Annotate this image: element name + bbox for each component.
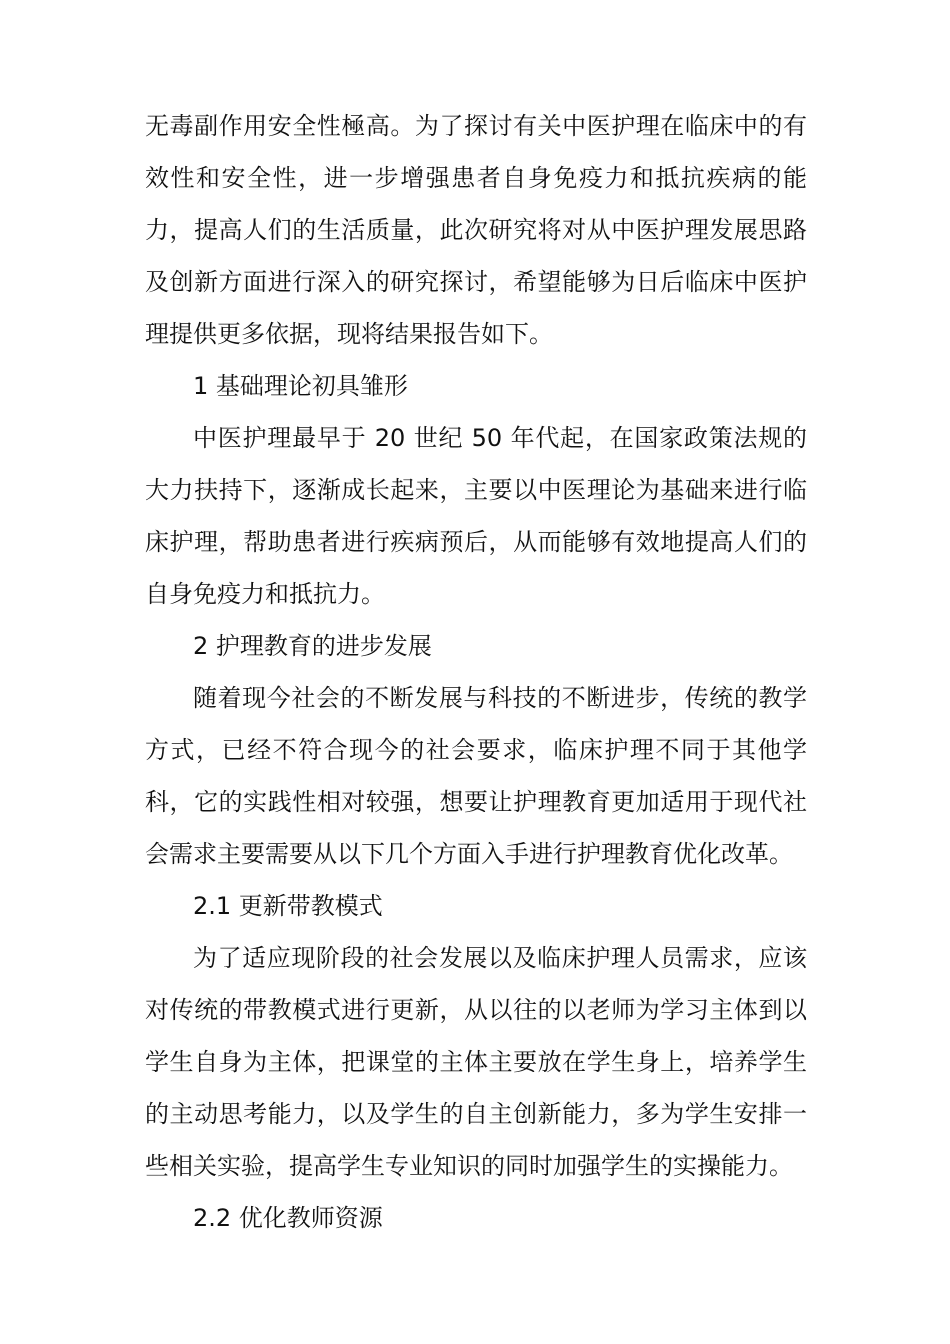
body-paragraph: 中医护理最早于 20 世纪 50 年代起，在国家政策法规的大力扶持下，逐渐成长起来，主要以中医理论为基础来进行临床护理，帮助患者进行疾病预后，从而能够有效地提高人们的自身免疫力和抵抗力。 xyxy=(145,424,807,608)
body-paragraph: 随着现今社会的不断发展与科技的不断进步，传统的教学方式，已经不符合现今的社会要求，临床护理不同于其他学科，它的实践性相对较强，想要让护理教育更加适用于现代社会需求主要需要从以下几个方面入手进行护理教育优化改革。 xyxy=(145,684,807,868)
section-heading: 1 基础理论初具雏形 xyxy=(193,372,408,400)
section-heading: 2 护理教育的进步发展 xyxy=(193,632,432,660)
subsection-heading: 2.1 更新带教模式 xyxy=(193,892,383,920)
body-paragraph: 为了适应现阶段的社会发展以及临床护理人员需求，应该对传统的带教模式进行更新，从以往的以老师为学习主体到以学生自身为主体，把课堂的主体主要放在学生身上，培养学生的主动思考能力，以及学生的自主创新能力，多为学生安排一些相关实验，提高学生专业知识的同时加强学生的实操能力。 xyxy=(145,944,807,1180)
document-body xyxy=(145,100,807,1244)
body-paragraph: 无毒副作用安全性極高。为了探讨有关中医护理在临床中的有效性和安全性，进一步增强患者自身免疫力和抵抗疾病的能力，提高人们的生活质量，此次研究将对从中医护理发展思路及创新方面进行深入的研究探讨，希望能够为日后临床中医护理提供更多依据，现将结果报告如下。 xyxy=(145,112,807,348)
subsection-heading: 2.2 优化教师资源 xyxy=(193,1204,383,1232)
